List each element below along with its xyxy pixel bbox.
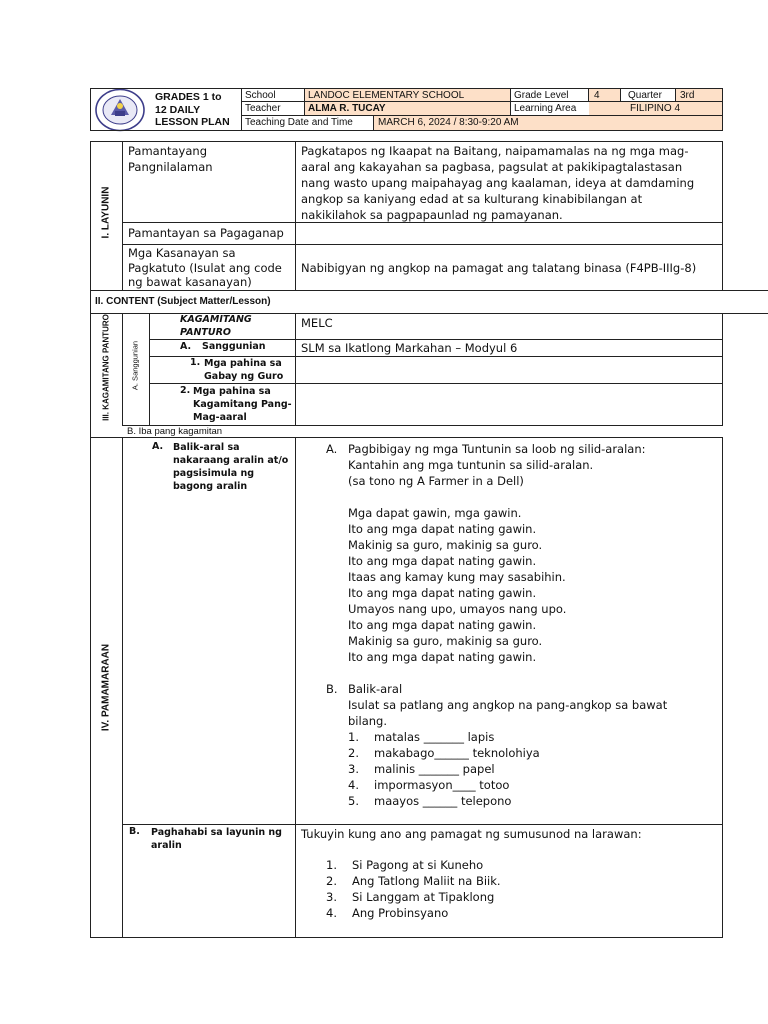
grade-label: Grade Level — [514, 90, 569, 101]
item-number: 1. — [326, 858, 337, 872]
balik-aral-label — [173, 441, 288, 493]
tuntunin-num: A. — [326, 442, 338, 456]
content-label: II. CONTENT (Subject Matter/Lesson) — [95, 296, 271, 307]
item-text: impormasyon____ totoo — [374, 778, 510, 792]
label-line: Pangnilalaman — [128, 160, 213, 174]
label-line: Mag-aaral — [193, 412, 247, 423]
label-line: Balik-aral sa — [173, 442, 240, 453]
item-number: 4. — [326, 906, 337, 920]
school-value: LANDOC ELEMENTARY SCHOOL — [308, 90, 465, 101]
balik-aral-instruction: bilang. — [348, 714, 387, 728]
label-line: Pagkatuto (Isulat ang code — [128, 260, 282, 275]
iba-pang-kagamitan-label: B. Iba pang kagamitan — [127, 426, 223, 437]
item-text: matalas _______ lapis — [374, 730, 495, 744]
head-line: PANTURO — [180, 327, 231, 338]
item-number: 3. — [326, 890, 337, 904]
quarter-value: 3rd — [680, 90, 695, 101]
item-number: 5. — [348, 794, 359, 808]
song-lyrics — [348, 505, 646, 665]
song-line: Ito ang mga dapat nating gawin. — [348, 522, 537, 536]
paghahabi-num: B. — [129, 826, 140, 837]
melc-value: MELC — [301, 316, 333, 330]
sanggunian-label: Sanggunian — [202, 341, 266, 352]
song-line: Ito ang mga dapat nating gawin. — [348, 650, 537, 664]
balik-aral-block — [348, 681, 667, 809]
item-text: Si Pagong at si Kuneho — [352, 858, 484, 872]
song-line: Ito ang mga dapat nating gawin. — [348, 618, 537, 632]
quarter-label: Quarter — [628, 90, 662, 101]
list-item — [348, 777, 667, 793]
label-line: nakaraang aralin at/o — [173, 455, 289, 466]
tuntunin-title: Pagbibigay ng mga Tuntunin sa loob ng silid-aralan: — [348, 442, 646, 456]
titles-list — [326, 857, 501, 921]
label-line: bagong aralin — [173, 481, 248, 492]
list-item — [326, 873, 501, 889]
item-text: Ang Tatlong Maliit na Biik. — [352, 874, 501, 888]
item-text: Ang Probinsyano — [352, 906, 449, 920]
list-item — [348, 729, 667, 745]
kagamitan-head — [180, 313, 252, 339]
list-item — [326, 905, 501, 921]
song-line: Makinig sa guro, makinig sa guro. — [348, 634, 543, 648]
layunin-row3-text: Nabibigyan ng angkop na pamagat ang talatang binasa (F4PB-IIIg-8) — [301, 261, 697, 275]
plan-title — [155, 91, 230, 129]
label-line: Paghahabi sa layunin ng — [151, 827, 282, 838]
song-line: Umayos nang upo, umayos nang upo. — [348, 602, 567, 616]
song-line: Mga dapat gawin, mga gawin. — [348, 506, 522, 520]
list-item — [348, 793, 667, 809]
sanggunian-value: SLM sa Ikatlong Markahan – Modyul 6 — [301, 341, 518, 355]
text-line: Pagkatapos ng Ikaapat na Baitang, naipamamalas na ng mga mag- — [301, 144, 689, 158]
kagamitan-mag-aaral-label — [193, 385, 292, 424]
list-item — [326, 889, 501, 905]
item-number: 2. — [348, 746, 359, 760]
tuntunin-block — [348, 441, 646, 665]
paghahabi-text: Tukuyin kung ano ang pamagat ng sumusunod na larawan: — [301, 827, 642, 841]
grade-value: 4 — [594, 90, 600, 101]
titles-block — [326, 857, 501, 921]
gabay-num: 1. — [190, 357, 201, 368]
item-number: 3. — [348, 762, 359, 776]
list-item — [326, 857, 501, 873]
label-line: aralin — [151, 840, 182, 851]
kagamitan-mag-aaral-num: 2. — [180, 385, 191, 396]
label-line: Pamantayang — [128, 144, 208, 158]
gabay-label — [204, 357, 283, 383]
balik-aral-instruction: Isulat sa patlang ang angkop na pang-angkop sa bawat — [348, 698, 668, 712]
balik-aral-title: Balik-aral — [348, 682, 403, 696]
song-line: Ito ang mga dapat nating gawin. — [348, 554, 537, 568]
tuntunin-line: Kantahin ang mga tuntunin sa silid-aralan. — [348, 458, 594, 472]
item-text: makabago______ teknolohiya — [374, 746, 540, 760]
layunin-row1-text — [301, 143, 694, 223]
tuntunin-line: (sa tono ng A Farmer in a Dell) — [348, 474, 524, 488]
layunin-section-label: I. LAYUNIN — [100, 186, 112, 239]
teacher-value: ALMA R. TUCAY — [308, 103, 386, 114]
text-line: aaral ang kakayahan sa pagbasa, pagsulat at pakikipagtalastasan — [301, 160, 683, 174]
learning-area-value: FILIPINO 4 — [630, 103, 681, 114]
label-line: Gabay ng Guro — [204, 371, 284, 382]
balik-aral-item-num: B. — [326, 682, 338, 696]
layunin-row1-label — [128, 143, 213, 175]
layunin-row2-label: Pamantayan sa Pagaganap — [128, 226, 284, 240]
sanggunian-side-label: A. Sanggunian — [130, 340, 140, 391]
balik-aral-num: A. — [152, 441, 164, 452]
label-line: Kagamitang Pang- — [193, 399, 292, 410]
item-number: 1. — [348, 730, 359, 744]
label-line: ng bawat kasanayan) — [128, 275, 252, 289]
deped-seal-logo — [94, 88, 146, 132]
song-line: Ito ang mga dapat nating gawin. — [348, 586, 537, 600]
item-text: malinis _______ papel — [374, 762, 495, 776]
teacher-label: Teacher — [245, 103, 281, 114]
plan-title-line: LESSON PLAN — [155, 116, 230, 128]
paghahabi-label — [151, 826, 282, 852]
sanggunian-num: A. — [180, 341, 192, 352]
label-line: Mga pahina sa — [193, 386, 271, 397]
list-item — [348, 745, 667, 761]
school-label: School — [245, 90, 276, 101]
item-text: maayos ______ telepono — [374, 794, 512, 808]
learning-area-label: Learning Area — [514, 103, 577, 114]
pamamaraan-section-label: IV. PAMAMARAAN — [100, 643, 112, 732]
date-label: Teaching Date and Time — [245, 117, 353, 128]
date-value: MARCH 6, 2024 / 8:30-9:20 AM — [378, 117, 519, 128]
item-number: 2. — [326, 874, 337, 888]
song-line: Itaas ang kamay kung may sasabihin. — [348, 570, 566, 584]
head-line: KAGAMITANG — [180, 314, 252, 325]
list-item — [348, 761, 667, 777]
item-number: 4. — [348, 778, 359, 792]
song-line: Makinig sa guro, makinig sa guro. — [348, 538, 543, 552]
text-line: nakikilahok sa pagpapaunlad ng pamayanan. — [301, 208, 563, 222]
review-list — [348, 729, 667, 809]
label-line: pagsisimula ng — [173, 468, 255, 479]
label-line: Mga Kasanayan sa — [128, 246, 236, 260]
label-line: Mga pahina sa — [204, 358, 282, 369]
plan-title-line: 12 DAILY — [155, 103, 201, 116]
layunin-row3-label — [128, 246, 282, 290]
text-line: nang wasto upang maipahayag ang kaalaman, ideya at damdaming — [301, 176, 695, 190]
item-text: Si Langgam at Tipaklong — [352, 890, 495, 904]
plan-title-line: GRADES 1 to — [155, 91, 222, 103]
text-line: angkop sa kaniyang edad at sa kulturang kinabibilangan at — [301, 192, 643, 206]
kagamitan-section-label: III. KAGAMITANG PANTURO — [101, 314, 111, 421]
